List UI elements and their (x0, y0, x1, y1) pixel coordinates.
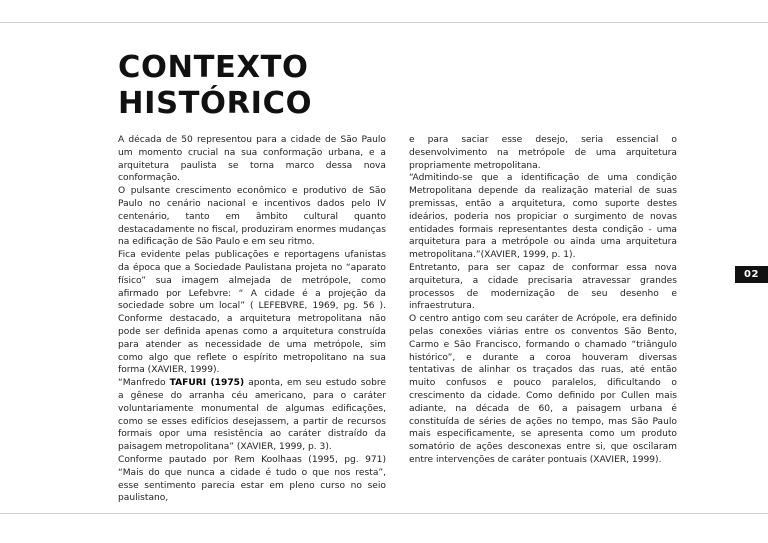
paragraph: O pulsante crescimento econômico e produtivo de São Paulo no cenário nacional e incentivos dados pelo IV centenário, tanto em âmbito cultural quanto destacadamente no fiscal, produziram enormes mudanças na edificação de São Paulo e em seu ritmo. (118, 186, 386, 248)
right-text-column (409, 134, 677, 467)
paragraph-text: “Manfredo (118, 378, 170, 389)
paragraph: “Admitindo-se que a identificação de uma condição Metropolitana depende da realização material de suas premissas, então a arquitetura, como suporte destes ideários, poderia nos propiciar o surgimento de novas entidades formais representantes desta condição - uma arquitetura para a metrópole ou ainda uma arquitetura metropolitana.”(XAVIER, 1999, p. 1). (409, 173, 677, 261)
paragraph: Entretanto, para ser capaz de conformar essa nova arquitetura, a cidade precisaria atravessar grandes processos de modernização de seu desenho e infraestrutura. (409, 262, 677, 312)
page-title (118, 50, 312, 122)
top-rule (0, 22, 768, 23)
paragraph: e para saciar esse desejo, seria essencial o desenvolvimento na metrópole de uma arquitetura propriamente metropolitana. (409, 135, 677, 171)
title-line-1: CONTEXTO (118, 50, 309, 85)
paragraph-text: aponta, em seu estudo sobre a gênese do arranha céu americano, para o caráter voluntariamente monumental de algumas edificações, como se esses edifícios desejassem, a partir de recursos formais opor uma resistência ao caráter distraído da paisagem metropolitana” (XAVIER, 1999, p. 3). (118, 378, 386, 453)
paragraph (118, 377, 386, 454)
paragraph: Conforme pautado por Rem Koolhaas (1995, pg. 971) “Mais do que nunca a cidade é tudo o que nos resta”, esse sentimento parecia estar em pleno curso no seio paulistano, (118, 454, 386, 504)
bottom-rule (0, 513, 768, 514)
left-text-column (118, 134, 386, 505)
paragraph: A década de 50 representou para a cidade de São Paulo um momento crucial na sua conformação urbana, e a arquitetura paulista se torna marco dessa nova conformação. (118, 135, 386, 184)
bold-citation: TAFURI (1975) (169, 378, 245, 389)
page-number-tab: 02 (735, 266, 768, 283)
paragraph: O centro antigo com seu caráter de Acrópole, era definido pelas conexões viárias entre os conventos São Bento, Carmo e São Francisco, formando o chamado “triângulo histórico”, e durante a coroa houveram diversas tentativas de alinhar os traçados das ruas, até então muito confusos e pouco paralelos, dificultando o crescimento da cidade. Como definido por Cullen mais adiante, na década de 60, a paisagem urbana é constituída de séries de ações no tempo, mas São Paulo mais especificamente, se apresenta como um produto somatório de ações desconexas entre si, que oscilaram entre intervenções de caráter pontuais (XAVIER, 1999). (409, 314, 677, 465)
title-line-2: HISTÓRICO (118, 86, 313, 121)
paragraph: Fica evidente pelas publicações e reportagens ufanistas da época que a Sociedade Paulistana projeta no “aparato físico” sua imagem almejada de metrópole, como afirmado por Lefebvre: “ A cidade é a projeção da sociedade sobre um local” ( LEFEBVRE, 1969, pg. 56 ). Conforme destacado, a arquitetura metropolitana não pode ser definida apenas como a arquitetura construída para atender as necessidade de uma metrópole, sim como algo que reflete o espírito metropolitano na sua forma (XAVIER, 1999). (118, 250, 386, 376)
